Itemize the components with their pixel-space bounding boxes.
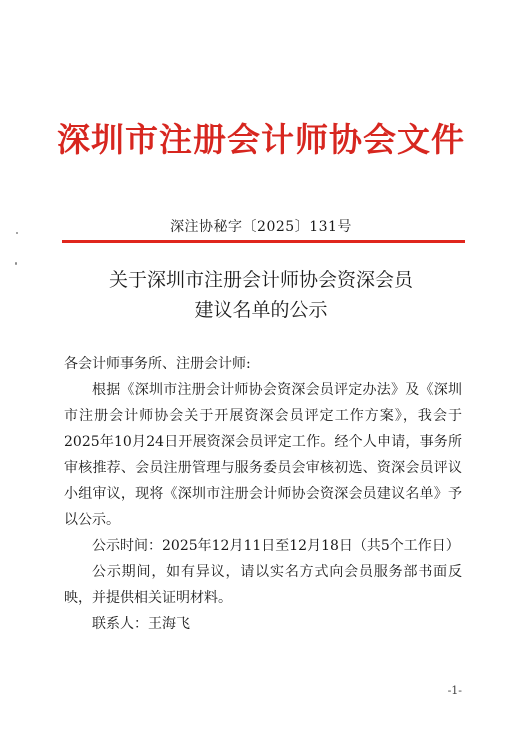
page-number: -1-	[447, 684, 462, 697]
notice-body	[64, 351, 462, 637]
salutation: 各会计师事务所、注册会计师:	[64, 356, 251, 372]
document-number: 深注协秘字〔2025〕131号	[170, 219, 352, 235]
notice-title-line-1: 关于深圳市注册会计师协会资深会员	[108, 269, 413, 291]
red-divider-line	[62, 240, 465, 243]
notice-title-line-2: 建议名单的公示	[194, 299, 328, 321]
notice-title	[0, 265, 522, 325]
scan-speck	[15, 262, 17, 265]
scan-speck	[16, 232, 18, 234]
paragraph-basis: 根据《深圳市注册会计师协会资深会员评定办法》及《深圳市注册会计师协会关于开展资深会员评定工作方案》，我会于2025年10月24日开展资深会员评定工作。经个人申请，事务所审核推荐、会员注册管理与服务委员会审核初选、资深会员评议小组审议，现将《深圳市注册会计师协会资深会员建议名单》予以公示。	[64, 382, 462, 528]
letterhead-title: 深圳市注册会计师协会文件	[57, 120, 465, 159]
paragraph-period: 公示时间：2025年12月11日至12月18日（共5个工作日）	[92, 538, 460, 554]
paragraph-contact: 联系人：王海飞	[92, 616, 190, 632]
paragraph-objection: 公示期间，如有异议，请以实名方式向会员服务部书面反映，并提供相关证明材料。	[64, 564, 462, 606]
